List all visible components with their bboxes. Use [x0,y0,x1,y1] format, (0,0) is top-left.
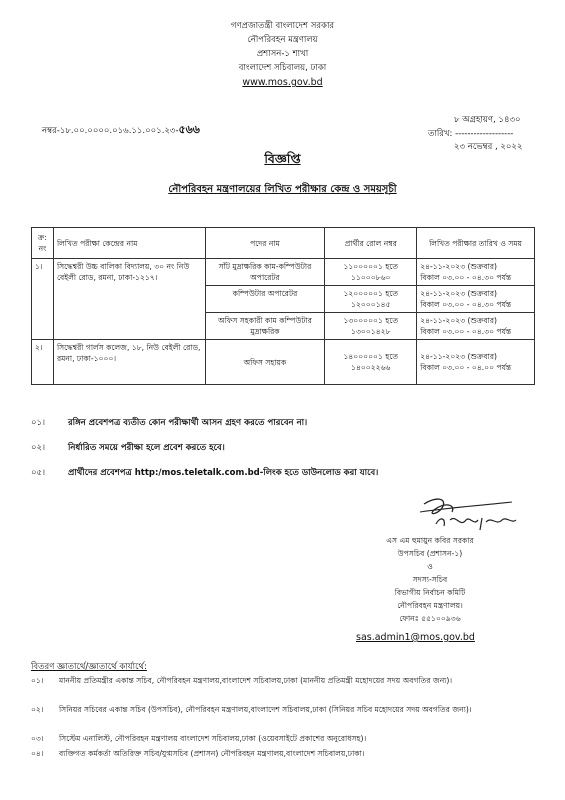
reference-serial: ৫৬৬ [178,123,200,136]
distribution-text: মাননীয় প্রতিমন্ত্রীর একান্ত সচিব, নৌপরিবহন মন্ত্রণালয়,বাংলাদেশ সচিবালয়,ঢাকা (মাননীয় প্রতিমন্ত্রী মহোদয়ের সদয় অবগতির জন্য)। [59,676,453,685]
note-text: রঙ্গিন প্রবেশপত্র ব্যতীত কোন পরীক্ষার্থী আসন গ্রহণ করতে পারবেন না। [68,418,308,428]
exam-time: বিকাল ০৩.০০ - ০৪.০০ পর্যন্ত [420,363,512,372]
distribution-number: ০৩। [31,734,44,743]
distribution-text: ব্যক্তিগত কর্মকর্তা অতিরিক্ত সচিব/যুগ্মসচিব (প্রশাসন) নৌপরিবহন মন্ত্রণালয়,বাংলাদেশ সচিবালয়,ঢাকা। [59,749,365,758]
reference-prefix: নম্বর-১৮.০০.০০০০.০১৬.১১.০০১.২৩- [42,126,179,136]
reference-number [42,121,200,140]
distribution-text: সিস্টেম এনালিস্ট, নৌপরিবহন মন্ত্রণালয় বাংলাদেশ সচিবালয়,ঢাকা (ওয়েবসাইটে প্রকাশের অনুরোধসহ)। [59,734,367,743]
signatory-committee: বিভাগীয় নির্বাচন কমিটি [394,588,466,597]
distribution-number: ০১। [31,676,44,685]
exam-schedule-table [31,227,535,385]
header-center: লিখিত পরীক্ষা কেন্দ্রের নাম [53,228,205,259]
header-roll: প্রার্থীর রোল নম্বর [325,228,417,259]
note-number: ০২। [31,443,46,453]
exam-date: ২৪-১১-২০২৩ (শুক্রবার) [420,316,497,325]
datetime-cell [417,340,535,385]
signatory-role: সদস্য-সচিব [412,575,448,584]
signatory-phone: ফোনঃ ৫৫১০০৯৩৬ [399,614,461,623]
signatory-designation: উপসচিব (প্রশাসন-১) [397,549,463,558]
signatory-and: ও [427,562,433,571]
note-item [31,441,225,455]
roll-cell: ১১০০০০০১ হতে ১১০০০৮৬০ [325,259,417,286]
exam-time: বিকাল ০৩.০০ - ০৪.৩০ পর্যন্ত [420,300,512,309]
distribution-text: সিনিয়র সচিবের একান্ত সচিব (উপসচিব), নৌপরিবহন মন্ত্রণালয়,বাংলাদেশ সচিবালয়,ঢাকা (সিনিয়র সচিব মহোদয়ের সদয় অবগতির জন্য)। [59,705,472,714]
header-line-branch: প্রশাসন-১ শাখা [256,49,309,59]
distribution-item [31,675,521,687]
notice-title: বিজ্ঞপ্তি [264,151,301,166]
distribution-number: ০৪। [31,749,44,758]
distribution-item [31,733,521,745]
date-bangla: ৮ অগ্রহায়ণ, ১৪৩০ [454,115,521,125]
header-post: পদের নাম [205,228,325,259]
center2-name: সিদ্ধেশ্বরী গার্লস কলেজ, ১৮, নিউ বেইলী রোড, রমনা, ঢাকা-১০০০। [53,340,205,385]
center1-name: সিদ্ধেশ্বরী উচ্চ বালিকা বিদ্যালয়, ৩০ নং নিউ বেইলী রোড, রমনা, ঢাকা-১২১৭। [53,259,205,340]
header-line-ministry: নৌপরিবহন মন্ত্রণালয় [247,35,318,45]
roll-cell: ১৪০০০০০১ হতে ১৪০০২২৬৬ [325,340,417,385]
table-header-row [32,228,535,259]
header-datetime: লিখিত পরীক্ষার তারিখ ও সময় [417,228,535,259]
datetime-cell [417,286,535,313]
exam-date: ২৪-১১-২০২৩ (শুক্রবার) [420,289,497,298]
distribution-item [31,748,521,760]
center1-serial: ১। [32,259,54,340]
signatory-email[interactable]: sas.admin1@mos.gov.bd [356,632,475,643]
handwritten-signature [416,494,524,534]
date-english: ২৩ নভেম্বর , ২০২২ [454,142,523,152]
website-link[interactable]: www.mos.gov.bd [242,77,323,88]
signatory-name: এস এম হুমায়ুন কবির সরকার [386,536,474,545]
signatory-ministry: নৌপরিবহন মন্ত্রণালয়। [397,601,463,610]
note-text: প্রার্থীদের প্রবেশপত্র http:/mos.teletalk.com.bd-লিংক হতে ডাউনলোড করা যাবে। [68,468,379,478]
header-serial: ক্র: নং [32,228,54,259]
table-row [32,340,535,385]
header-website[interactable] [0,76,565,90]
header-line-government: গণপ্রজাতন্ত্রী বাংলাদেশ সরকার [230,21,335,31]
exam-time: বিকাল ০৩.০০ - ০৪.৩০ পর্যন্ত [420,327,512,336]
datetime-cell [417,259,535,286]
note-number: ০৫। [31,468,46,478]
note-item [31,416,307,430]
distribution-number: ০২। [31,705,44,714]
exam-date: ২৪-১১-২০২৩ (শুক্রবার) [420,352,497,361]
center2-serial: ২। [32,340,54,385]
signature-block [320,534,540,625]
roll-cell: ১২০০০০০১ হতে ১২০০০১৪৫ [325,286,417,313]
distribution-title: বিতরণ জ্ঞাতার্থে/জ্ঞাতার্থে কার্যার্থে: [31,662,147,672]
date-label: তারিখ: ------------------- [428,128,514,139]
exam-time: বিকাল ০৩.০০ - ০৪.৩০ পর্যন্ত [420,273,512,282]
post-cell: অফিস সহায়ক [205,340,325,385]
notice-subtitle: নৌপরিবহন মন্ত্রণালয়ের লিখিত পরীক্ষার কেন্দ্র ও সময়সূচী [168,184,397,195]
note-item [31,466,378,480]
header-line-secretariat: বাংলাদেশ সচিবালয়, ঢাকা [238,63,327,73]
post-cell: অফিস সহকারী কাম কম্পিউটার মুদ্রাক্ষরিক [205,313,325,340]
table-row [32,259,535,286]
exam-date: ২৪-১১-২০২৩ (শুক্রবার) [420,262,497,271]
post-cell: সাঁট মুদ্রাক্ষরিক কাম-কম্পিউটার অপারেটর [205,259,325,286]
roll-cell: ১৩০০০০০১ হতে ১৩০০১৪২৮ [325,313,417,340]
note-text: নির্ধারিত সময়ে পরীক্ষা হলে প্রবেশ করতে হবে। [68,443,225,453]
post-cell: কম্পিউটার অপারেটর [205,286,325,313]
datetime-cell [417,313,535,340]
note-number: ০১। [31,418,46,428]
distribution-item [31,704,521,716]
date-block [428,114,522,155]
